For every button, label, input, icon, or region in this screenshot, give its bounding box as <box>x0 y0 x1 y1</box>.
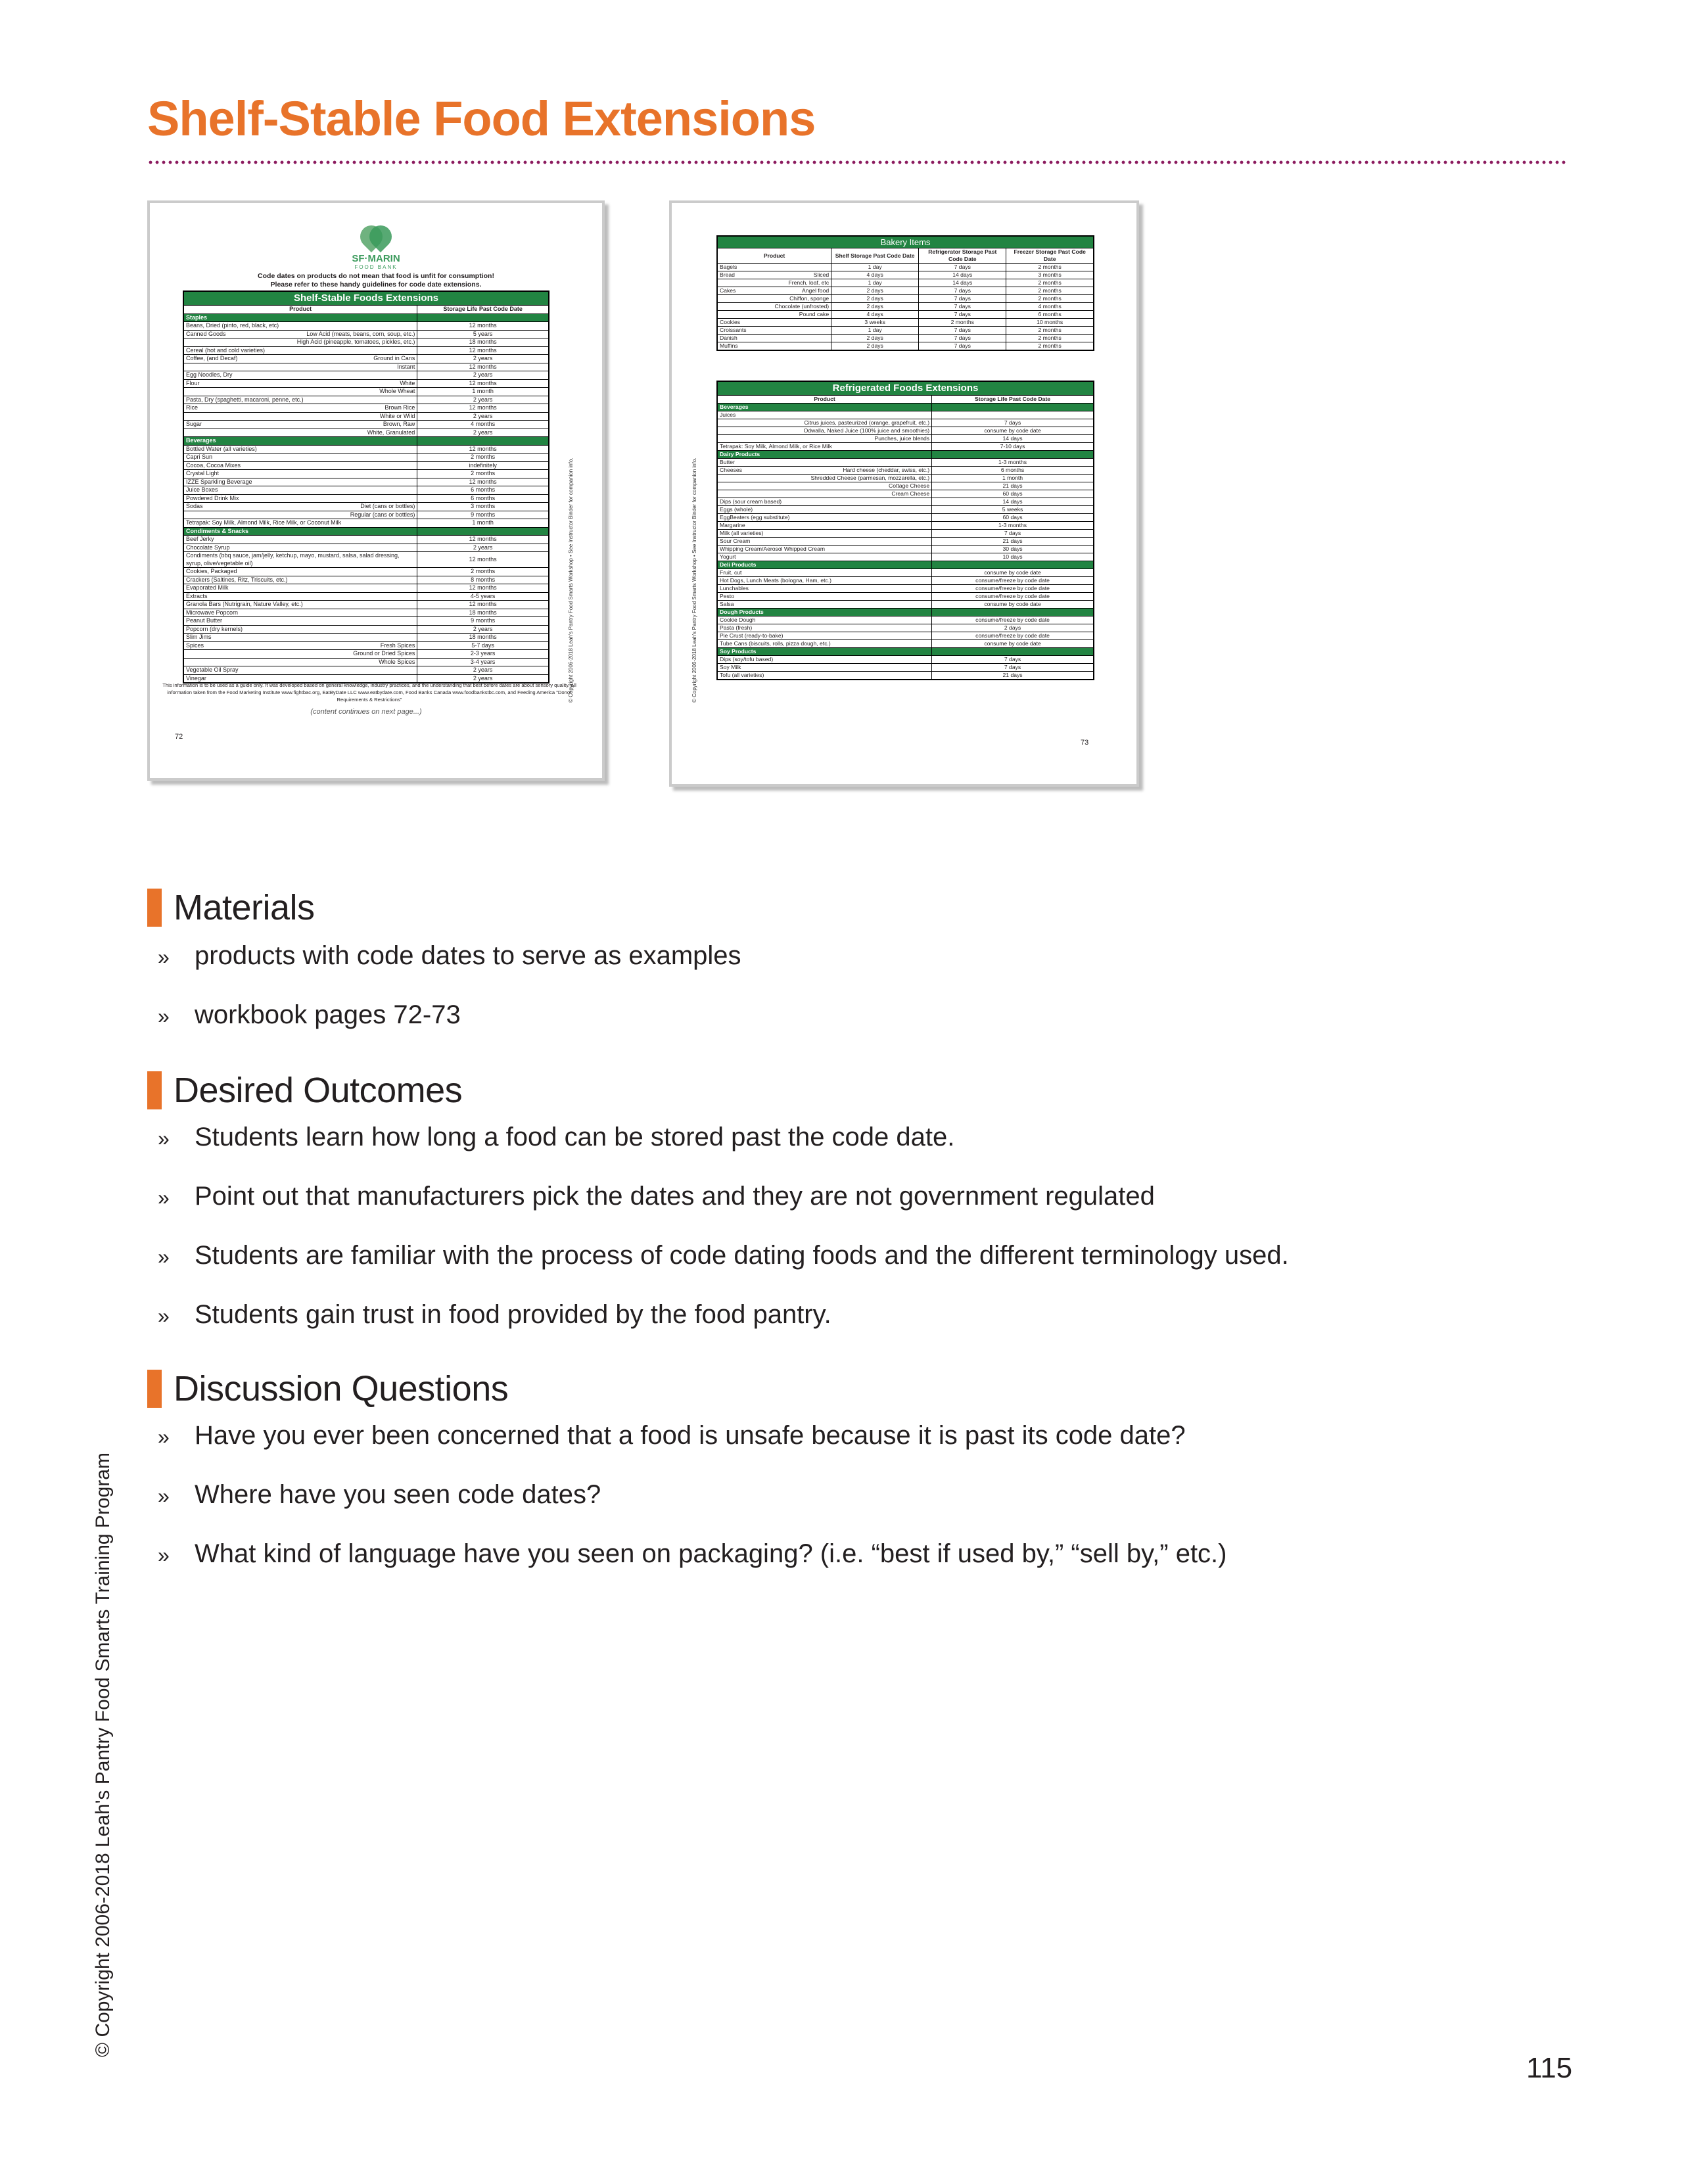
category-row: Soy Products <box>717 648 1094 656</box>
list-item: » Point out that manufacturers pick the dates and they are not government regulated <box>158 1182 1155 1211</box>
shelf-stable-table: Shelf-Stable Foods Extensions Product Storage Life Past Code Date Staples Beans, Dried (pinto, red, black, etc) 12 months Canned Goods Low Acid (meats, beans, corn, soup, etc.) 5 years High Acid (pineapple, tomatoes, pickles, etc.) 18 months Cereal (hot and cold varieties) 12 months Coffee, (and Decaf) Ground in Cans 2 years Instant 12 months Egg Noodles, Dry 2 years Flour White 12 months Whole Wheat 1 month Pasta, Dry (spaghetti, macaroni, penne, etc.) 2 years Rice Brown Rice 12 months White or Wild 2 years Sugar Brown, Raw 4 months White, Granulated 2 years Beverages Bottled Water (all varieties) 12 months Capri Sun 2 months Cocoa, Cocoa Mixes indefinitely Crystal Light 2 months IZZE Sparkling Beverage 12 months Juice Boxes 6 months Powdered Drink Mix 6 months Sodas Diet (cans or bottles) 3 months Regular (cans or bottles) 9 months Tetrapak: Soy Milk, Almond Milk, Rice Milk, or Coconut Milk 1 month Condiments & Snacks Beef Jerky 12 months Chocolate Syrup 2 years Condiments (bbq sauce, jam/jelly, ketchup, mayo, mustard, salsa, salad dressing, syrup, olive/vegetable oil) 12 months Cookies, Packaged 2 months Crackers (Saltines, Ritz, Triscuits, etc.) 8 months Evaporated Milk 12 months Extracts 4-5 years Granola Bars (Nutrigrain, Nature Valley, etc.) 12 months Microwave Popcorn 18 months Peanut Butter 9 months Popcorn (dry kernels) 2 years Slim Jims 18 months Spices Fresh Spices 5-7 days Ground or Dried Spices 2-3 years Whole Spices 3-4 years Vegetable Oil Spray 2 years Vinegar 2 years <box>183 290 549 684</box>
table-row: Tetrapak: Soy Milk, Almond Milk, Rice Milk, or Coconut Milk 1 month <box>183 519 549 528</box>
refrigerated-table: Refrigerated Foods Extensions Product Storage Life Past Code Date Beverages Juices Citrus juices, pasteurized (orange, grapefruit, etc.) 7 days Odwalla, Naked Juice (100% juice and smoothies) consume by code date Punches, juice blends 14 days Tetrapak: Soy Milk, Almond Milk, or Rice Milk 7-10 days Dairy Products Butter 1-3 months Cheeses Hard cheese (cheddar, swiss, etc.) 6 months Shredded Cheese (parmesan, mozzarella, etc.) 1 month Cottage Cheese 21 days Cream Cheese 60 days Dips (sour cream based) 14 days Eggs (whole) 5 weeks EggBeaters (egg substitute) 60 days Margarine 1-3 months Milk (all varieties) 7 days Sour Cream 21 days Whipping Cream/Aerosol Whipped Cream 30 days Yogurt 10 days Deli Products Fruit, cut consume by code date Hot Dogs, Lunch Meats (bologna, Ham, etc.) consume/freeze by code date Lunchables consume/freeze by code date Pesto consume/freeze by code date Salsa consume by code date Dough Products Cookie Dough consume/freeze by code date Pasta (fresh) 2 days Pie Crust (ready-to-bake) consume/freeze by code date Tube Cans (biscuits, rolls, pizza dough, etc.) consume by code date Soy Products Dips (soy/tofu based) 7 days Soy Milk 7 days Tofu (all varieties) 21 days <box>716 381 1094 680</box>
table-row: Coffee, (and Decaf) Ground in Cans 2 years <box>183 355 549 363</box>
section-title: Desired Outcomes <box>174 1071 463 1110</box>
table-row: Popcorn (dry kernels) 2 years <box>183 625 549 634</box>
list-item: » Have you ever been concerned that a food is unsafe because it is past its code date? <box>158 1421 1186 1450</box>
table-row: Vinegar 2 years <box>183 674 549 683</box>
workbook-page-72 <box>147 200 605 781</box>
table-row: Cookies, Packaged 2 months <box>183 568 549 576</box>
table-row: Cakes Angel food 2 days 7 days 2 months <box>717 287 1094 295</box>
page-number: 115 <box>1526 2052 1573 2084</box>
list-item: » Where have you seen code dates? <box>158 1480 601 1509</box>
section-marker <box>147 1071 162 1109</box>
table-row: Flour White 12 months <box>183 379 549 388</box>
disclaimer-text: This information is to be used as a guide only. It was developed based on general knowledge, industry practices, and the understanding that best before dates are about sensory quality. All information taken from the Food Marketing Institute www.fightbac.org, EatByDate LLC www.eatbydate.com, Food Banks Canada www.foodbankstbc.com, and Feeding America "Donor Requirements & Restrictions" <box>162 682 576 703</box>
continues-note: (content continues on next page...) <box>310 708 422 716</box>
page-number: 72 <box>175 733 183 741</box>
list-item: » Students are familiar with the process of code dating foods and the different terminology used. <box>158 1241 1289 1270</box>
list-item: » products with code dates to serve as examples <box>158 941 741 970</box>
table-row: Cereal (hot and cold varieties) 12 months <box>183 346 549 355</box>
table-row: Peanut Butter 9 months <box>183 617 549 626</box>
table-row: Microwave Popcorn 18 months <box>183 609 549 617</box>
table-row: Odwalla, Naked Juice (100% juice and smoothies) consume by code date <box>717 427 1094 435</box>
table-row: Punches, juice blends 14 days <box>717 435 1094 443</box>
table-row: Crackers (Saltines, Ritz, Triscuits, etc.) 8 months <box>183 576 549 584</box>
table-row: Cookie Dough consume/freeze by code date <box>717 616 1094 624</box>
vertical-copyright: © Copyright 2006-2018 Leah's Pantry Food Smarts Workshop • See Instructor Binder for companion info. <box>691 457 697 703</box>
table-row: EggBeaters (egg substitute) 60 days <box>717 514 1094 522</box>
table-row: Beef Jerky 12 months <box>183 536 549 544</box>
table-row: Powdered Drink Mix 6 months <box>183 494 549 503</box>
page-number: 73 <box>1081 739 1089 747</box>
table-row: Pesto consume/freeze by code date <box>717 593 1094 601</box>
category-row: Dairy Products <box>717 451 1094 459</box>
table-row: Tetrapak: Soy Milk, Almond Milk, or Rice Milk 7-10 days <box>717 443 1094 451</box>
section-marker <box>147 889 162 927</box>
table-row: IZZE Sparkling Beverage 12 months <box>183 478 549 486</box>
table-row: Citrus juices, pasteurized (orange, grapefruit, etc.) 7 days <box>717 419 1094 427</box>
workbook-page-73 <box>669 200 1139 787</box>
table-row: Bread Sliced 4 days 14 days 3 months <box>717 271 1094 279</box>
table-row: Pound cake 4 days 7 days 6 months <box>717 311 1094 319</box>
table-row: White, Granulated 2 years <box>183 429 549 437</box>
table-row: White or Wild 2 years <box>183 412 549 421</box>
table-row: Cottage Cheese 21 days <box>717 482 1094 490</box>
table-row: Cream Cheese 60 days <box>717 490 1094 498</box>
table-row: Sour Cream 21 days <box>717 538 1094 546</box>
table-row: Capri Sun 2 months <box>183 453 549 462</box>
table-row: Bottled Water (all varieties) 12 months <box>183 445 549 453</box>
table-row: Pasta, Dry (spaghetti, macaroni, penne, etc.) 2 years <box>183 396 549 404</box>
table-row: Instant 12 months <box>183 363 549 371</box>
heart-apple-icon <box>356 223 396 250</box>
table-row: Bagels 1 day 7 days 2 months <box>717 264 1094 271</box>
table-row: Cocoa, Cocoa Mixes indefinitely <box>183 461 549 470</box>
table-row: Chocolate Syrup 2 years <box>183 544 549 552</box>
table-row: Ground or Dried Spices 2-3 years <box>183 650 549 659</box>
table-row: Rice Brown Rice 12 months <box>183 404 549 413</box>
table-row: Yogurt 10 days <box>717 553 1094 561</box>
table-row: Hot Dogs, Lunch Meats (bologna, Ham, etc.) consume/freeze by code date <box>717 577 1094 585</box>
sf-marin-logo: SF·MARIN FOOD BANK <box>150 223 602 270</box>
table-row: Danish 2 days 7 days 2 months <box>717 335 1094 342</box>
category-row: Beverages <box>183 437 549 446</box>
list-item: » workbook pages 72-73 <box>158 1000 461 1029</box>
table-row: Cookies 3 weeks 2 months 10 months <box>717 319 1094 327</box>
table-row: Canned Goods Low Acid (meats, beans, corn, soup, etc.) 5 years <box>183 330 549 338</box>
vertical-copyright: © Copyright 2006-2018 Leah's Pantry Food Smarts Workshop • See Instructor Binder for companion info. <box>568 457 574 703</box>
table-row: Shredded Cheese (parmesan, mozzarella, etc.) 1 month <box>717 475 1094 482</box>
table-row: Margarine 1-3 months <box>717 522 1094 530</box>
table-row: Whole Spices 3-4 years <box>183 658 549 666</box>
table-row: Salsa consume by code date <box>717 601 1094 609</box>
table-row: Whole Wheat 1 month <box>183 388 549 396</box>
table-row: Sugar Brown, Raw 4 months <box>183 421 549 429</box>
outcomes-section <box>147 1071 462 1109</box>
table-row: Slim Jims 18 months <box>183 634 549 642</box>
materials-section <box>147 889 315 927</box>
table-row: Evaporated Milk 12 months <box>183 584 549 593</box>
table-row: Condiments (bbq sauce, jam/jelly, ketchup, mayo, mustard, salsa, salad dressing, syrup, olive/vegetable oil) 12 months <box>183 552 549 568</box>
table-row: Fruit, cut consume by code date <box>717 569 1094 577</box>
category-row: Condiments & Snacks <box>183 527 549 536</box>
category-row: Staples <box>183 314 549 322</box>
category-row: Deli Products <box>717 561 1094 569</box>
table-row: Tube Cans (biscuits, rolls, pizza dough, etc.) consume by code date <box>717 640 1094 648</box>
category-row: Dough Products <box>717 609 1094 616</box>
table-row: Whipping Cream/Aerosol Whipped Cream 30 days <box>717 546 1094 553</box>
footer-copyright: © Copyright 2006-2018 Leah's Pantry Food Smarts Training Program <box>92 1452 114 2057</box>
table-row: Butter 1-3 months <box>717 459 1094 467</box>
table-row: Pie Crust (ready-to-bake) consume/freeze by code date <box>717 632 1094 640</box>
table-row: Spices Fresh Spices 5-7 days <box>183 641 549 650</box>
table-row: French, loaf, etc 1 day 14 days 2 months <box>717 279 1094 287</box>
bakery-table: Bakery Items Product Shelf Storage Past Code Date Refrigerator Storage Past Code Date Freezer Storage Past Code Date Bagels 1 day 7 days 2 months Bread Sliced 4 days 14 days 3 months French, loaf, etc 1 day 14 days 2 months Cakes Angel food 2 days 7 days 2 months Chiffon, sponge 2 days 7 days 2 months Chocolate (unfrosted) 2 days 7 days 4 months Pound cake 4 days 7 days 6 months Cookies 3 weeks 2 months 10 months Croissants 1 day 7 days 2 months Danish 2 days 7 days 2 months Muffins 2 days 7 days 2 months <box>716 235 1094 351</box>
table-row: Chiffon, sponge 2 days 7 days 2 months <box>717 295 1094 303</box>
section-title: Discussion Questions <box>174 1369 509 1408</box>
table-row: Chocolate (unfrosted) 2 days 7 days 4 months <box>717 303 1094 311</box>
table-row: Crystal Light 2 months <box>183 470 549 478</box>
table-row: Egg Noodles, Dry 2 years <box>183 371 549 380</box>
table-row: Pasta (fresh) 2 days <box>717 624 1094 632</box>
table-row: Lunchables consume/freeze by code date <box>717 585 1094 593</box>
table-row: Juices <box>717 411 1094 419</box>
table-row: Muffins 2 days 7 days 2 months <box>717 342 1094 351</box>
dotted-divider <box>147 160 1567 164</box>
table-row: Extracts 4-5 years <box>183 592 549 601</box>
table-row: Vegetable Oil Spray 2 years <box>183 666 549 675</box>
section-title: Materials <box>174 888 315 927</box>
code-date-notice: Code dates on products do not mean that food is unfit for consumption! Please refer to these handy guidelines for code date extensions. <box>258 272 494 289</box>
table-row: Eggs (whole) 5 weeks <box>717 506 1094 514</box>
section-marker <box>147 1370 162 1408</box>
table-row: Juice Boxes 6 months <box>183 486 549 495</box>
category-row: Beverages <box>717 404 1094 411</box>
table-row: Beans, Dried (pinto, red, black, etc) 12 months <box>183 322 549 331</box>
table-row: Dips (soy/tofu based) 7 days <box>717 656 1094 664</box>
list-item: » Students learn how long a food can be stored past the code date. <box>158 1123 955 1151</box>
table-row: Cheeses Hard cheese (cheddar, swiss, etc.) 6 months <box>717 467 1094 475</box>
table-row: Soy Milk 7 days <box>717 664 1094 672</box>
list-item: » What kind of language have you seen on packaging? (i.e. “best if used by,” “sell by,” etc.) <box>158 1539 1227 1568</box>
table-row: Dips (sour cream based) 14 days <box>717 498 1094 506</box>
table-row: Sodas Diet (cans or bottles) 3 months <box>183 503 549 511</box>
table-row: Croissants 1 day 7 days 2 months <box>717 327 1094 335</box>
table-row: High Acid (pineapple, tomatoes, pickles, etc.) 18 months <box>183 338 549 347</box>
table-row: Regular (cans or bottles) 9 months <box>183 511 549 519</box>
list-item: » Students gain trust in food provided by the food pantry. <box>158 1300 831 1329</box>
page-title: Shelf-Stable Food Extensions <box>147 91 816 146</box>
table-row: Granola Bars (Nutrigrain, Nature Valley, etc.) 12 months <box>183 601 549 609</box>
discussion-section <box>147 1370 508 1408</box>
table-row: Milk (all varieties) 7 days <box>717 530 1094 538</box>
table-row: Tofu (all varieties) 21 days <box>717 672 1094 680</box>
